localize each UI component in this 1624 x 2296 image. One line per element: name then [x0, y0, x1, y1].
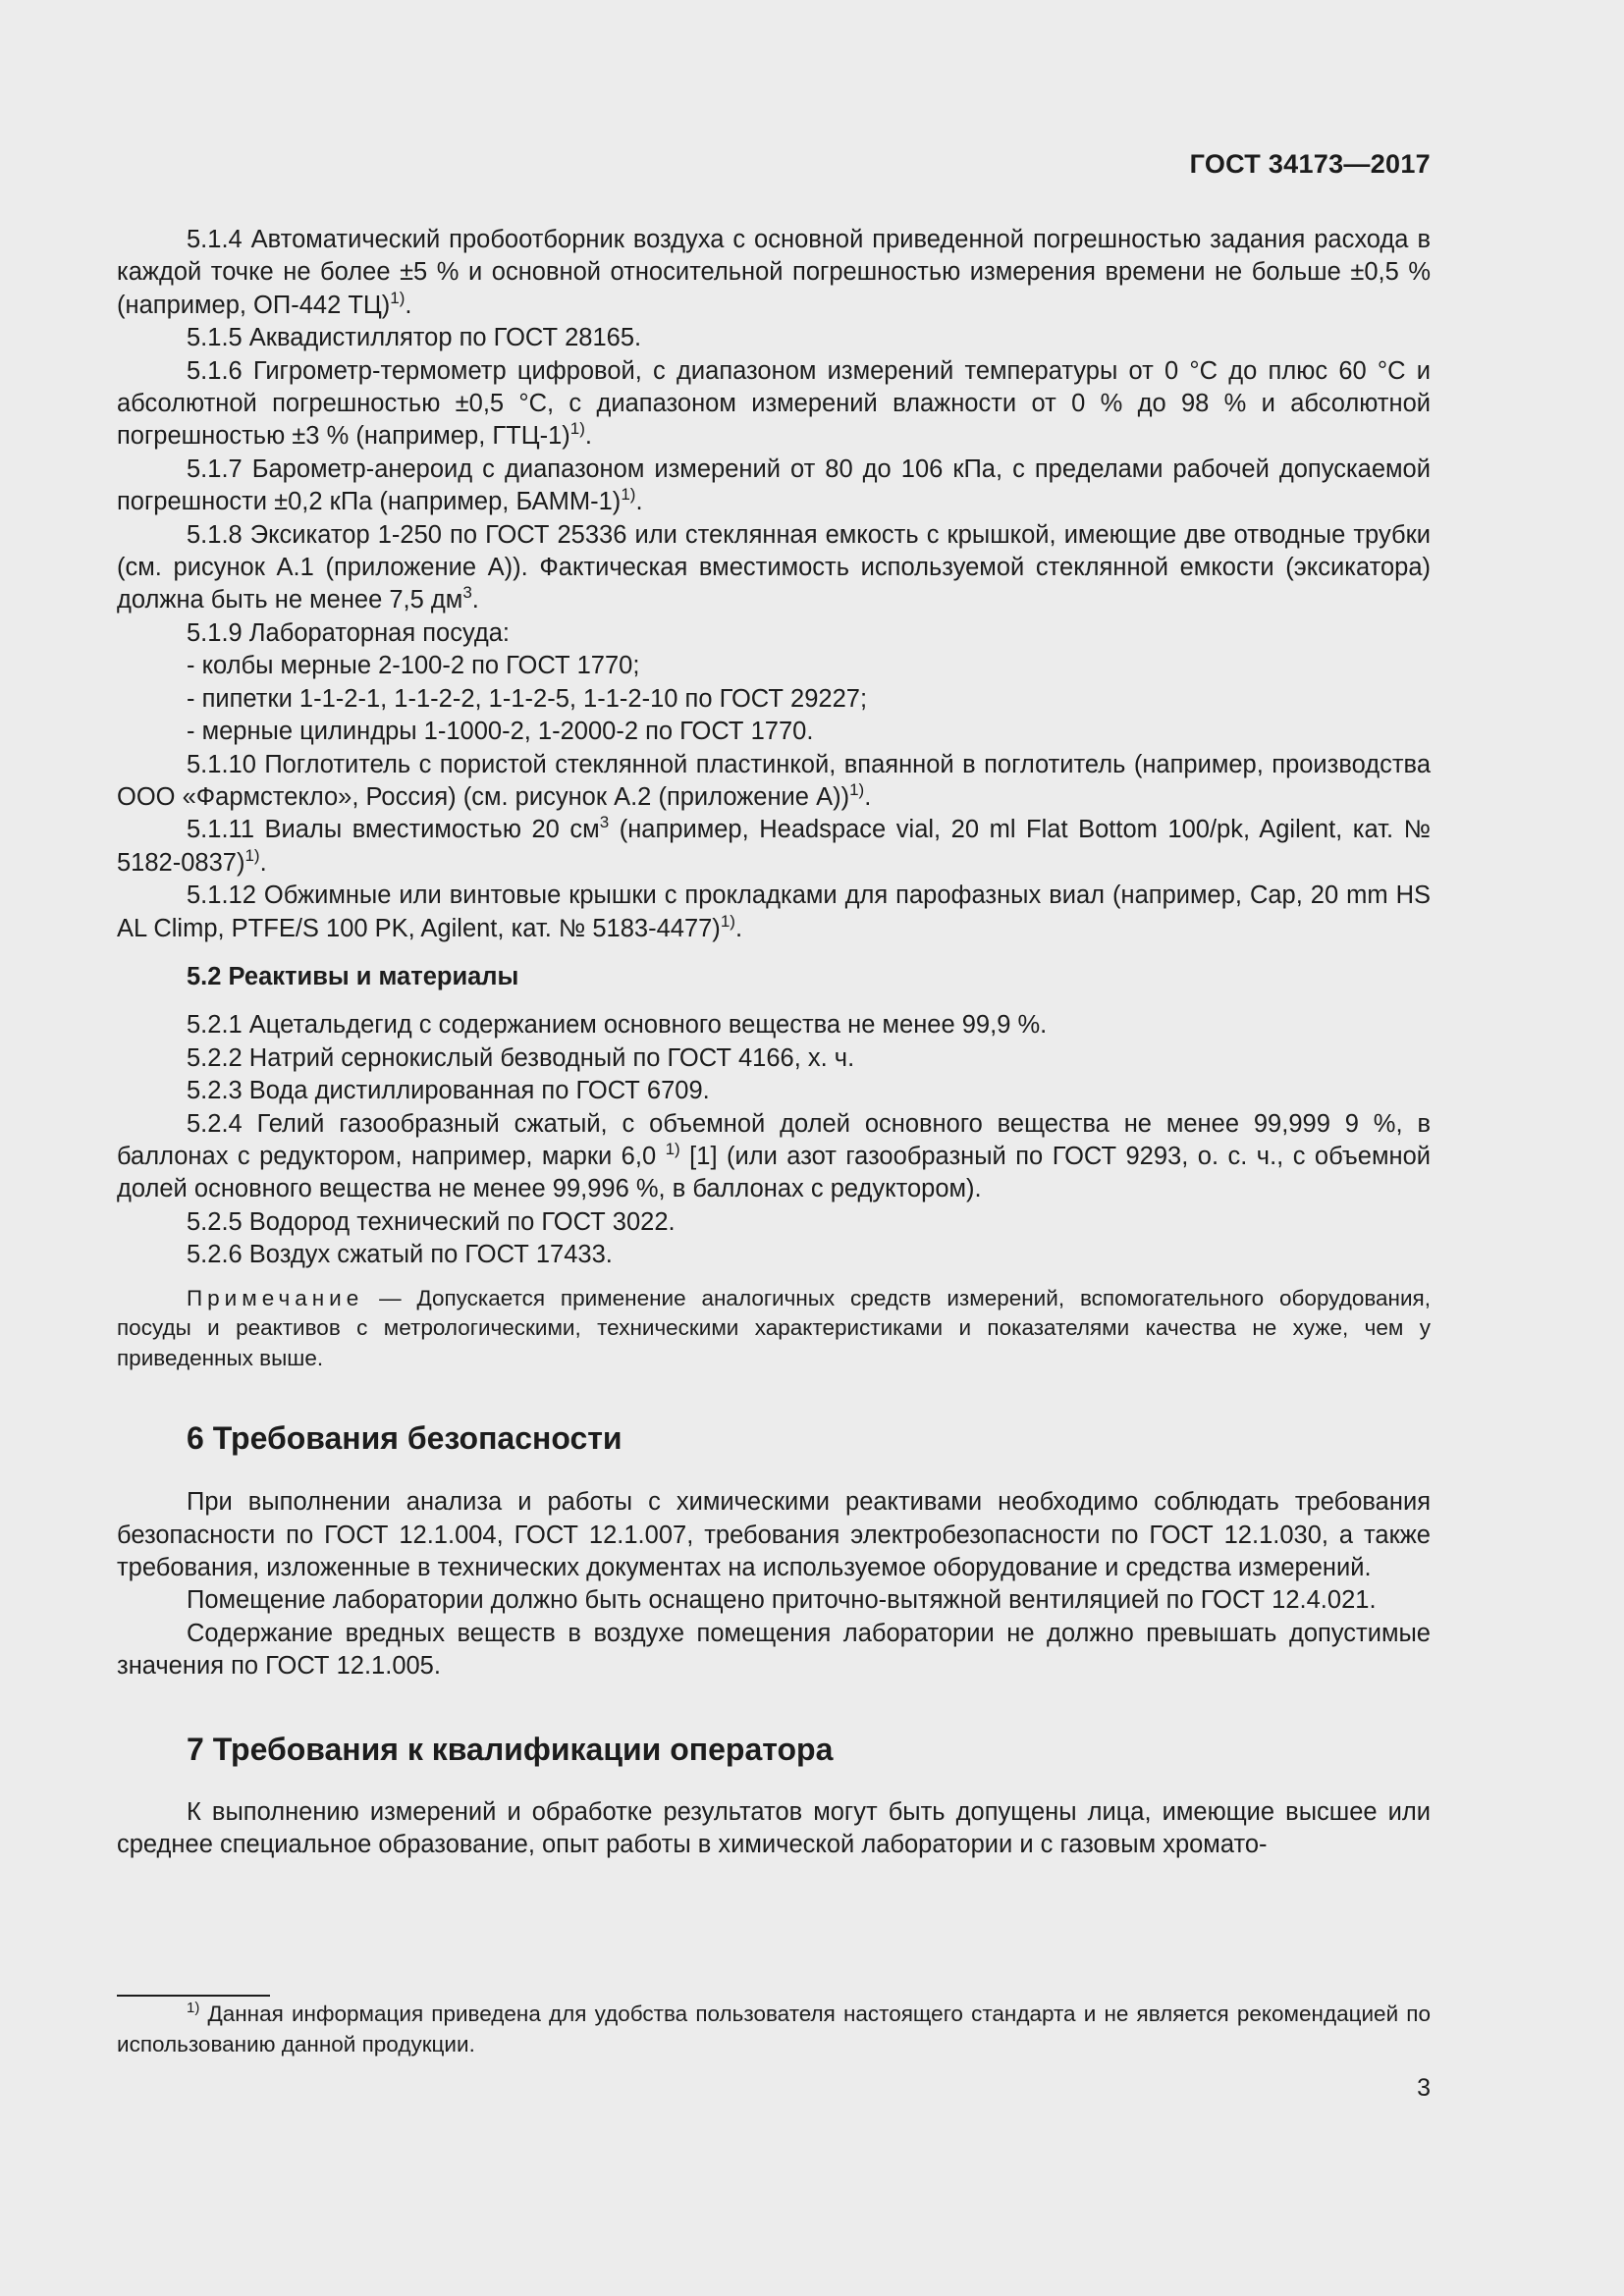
clause-paragraph	[117, 1075, 1431, 1107]
section-7-paragraph: К выполнению измерений и обработке результатов могут быть допущены лица, имеющие высшее или среднее специальное образование, опыт работы в химической лаборатории и с газовым хромато-	[117, 1797, 1431, 1858]
superscript: 1)	[569, 419, 585, 439]
section-5-2-list	[117, 1009, 1431, 1271]
note-text: — Допускается применение аналогичных средств измерений, вспомогательного оборудования, посуды и реактивов с метрологическими, техническими характеристиками и показателями качества не хуже, чем у приведенных выше.	[117, 1285, 1431, 1370]
clause-paragraph	[117, 224, 1431, 322]
clause-paragraph	[117, 814, 1431, 880]
section-5-2-heading: 5.2 Реактивы и материалы	[187, 962, 519, 990]
clause-text: - колбы мерные 2-100-2 по ГОСТ 1770;	[187, 652, 640, 680]
clause-text: .	[734, 914, 743, 942]
clause-paragraph	[117, 322, 1431, 354]
superscript: 3	[462, 583, 472, 603]
superscript: 3	[599, 813, 610, 832]
clause-paragraph	[117, 1009, 1431, 1041]
section-7-heading: 7 Требования к квалификации оператора	[187, 1731, 834, 1767]
list-item	[117, 650, 1431, 682]
section-5-1-list	[117, 224, 1431, 945]
clause-text: .	[259, 848, 267, 877]
clause-paragraph	[117, 1206, 1431, 1239]
superscript: 1)	[621, 485, 636, 505]
footnote	[117, 2000, 1431, 2059]
clause-paragraph	[117, 355, 1431, 454]
section-6-paragraph: Помещение лаборатории должно быть оснащено приточно-вытяжной вентиляцией по ГОСТ 12.4.021.	[187, 1586, 1377, 1615]
footnote-text: Данная информация приведена для удобства пользователя настоящего стандарта и не является рекомендацией по использованию данной продукции.	[117, 2002, 1431, 2056]
clause-paragraph	[117, 1042, 1431, 1075]
page-content	[117, 224, 1431, 1861]
footnote-mark: 1)	[187, 2000, 200, 2016]
clause-text: 5.1.8 Эксикатор 1-250 по ГОСТ 25336 или стеклянная емкость с крышкой, имеющие две отводные трубки (см. рисунок А.1 (приложение А)). Фактическая вместимость используемой стеклянной емкости (эксикатора) должна быть не менее 7,5 дм	[117, 520, 1431, 614]
superscript: 1)	[390, 288, 406, 307]
clause-paragraph	[117, 454, 1431, 519]
superscript: 1)	[244, 845, 260, 865]
clause-paragraph	[117, 617, 1431, 650]
clause-text: 5.1.10 Поглотитель с пористой стеклянной пластинкой, впаянной в поглотитель (например, производства ООО «Фармстекло», Россия) (см. рисунок А.2 (приложение А))	[117, 750, 1431, 811]
clause-paragraph	[117, 749, 1431, 815]
superscript: 1)	[665, 1139, 680, 1158]
clause-text: .	[405, 291, 412, 319]
list-item	[117, 716, 1431, 748]
clause-text: 5.1.6 Гигрометр-термометр цифровой, с диапазоном измерений температуры от 0 °C до плюс 60 °C и абсолютной погрешностью ±0,5 °C, с диапазоном измерений влажности от 0 % до 98 % и абсолютной погрешностью ±3 % (например, ГТЦ-1)	[117, 356, 1431, 451]
clause-text: 5.1.11 Виалы вместимостью 20 см	[187, 816, 600, 844]
section-6-heading: 6 Требования безопасности	[187, 1420, 623, 1457]
clause-text: 5.2.3 Вода дистиллированная по ГОСТ 6709.	[187, 1077, 710, 1105]
section-6-paragraph: При выполнении анализа и работы с химическими реактивами необходимо соблюдать требования безопасности по ГОСТ 12.1.004, ГОСТ 12.1.007, требования электробезопасности по ГОСТ 12.1.030, а также требования, изложенные в технических документах на используемое оборудование и средства измерений.	[117, 1488, 1431, 1581]
clause-text: 5.1.5 Аквадистиллятор по ГОСТ 28165.	[187, 324, 642, 352]
list-item	[117, 683, 1431, 716]
clause-text: .	[584, 422, 593, 451]
clause-text: .	[471, 586, 479, 614]
clause-text: 5.2.5 Водород технический по ГОСТ 3022.	[187, 1207, 676, 1236]
clause-text: 5.2.1 Ацетальдегид с содержанием основного вещества не менее 99,9 %.	[187, 1011, 1048, 1040]
clause-text: 5.1.12 Обжимные или винтовые крышки с прокладками для парофазных виал (например, Cap, 20 mm HS AL Climp, PTFE/S 100 PK, Agilent, кат. № 5183-4477)	[117, 881, 1431, 942]
clause-paragraph	[117, 1108, 1431, 1206]
clause-text: (например, Headspace vial, 20 ml Flat Bottom 100/pk, Agilent, кат. № 5182-0837)	[117, 816, 1431, 877]
document-header: ГОСТ 34173—2017	[1189, 149, 1431, 179]
superscript: 1)	[720, 911, 735, 931]
clause-paragraph	[117, 880, 1431, 945]
clause-paragraph	[117, 1239, 1431, 1271]
clause-paragraph	[117, 519, 1431, 617]
clause-text: 5.2.6 Воздух сжатый по ГОСТ 17433.	[187, 1241, 613, 1269]
superscript: 1)	[849, 779, 865, 799]
clause-text: 5.2.4 Гелий газообразный сжатый, с объемной долей основного вещества не менее 99,999 9 %, в баллонах с редуктором, например, марки 6,0	[117, 1109, 1431, 1170]
footnote-divider	[117, 1995, 270, 1997]
clause-text: 5.1.9 Лабораторная посуда:	[187, 618, 511, 647]
note-paragraph	[117, 1284, 1431, 1374]
clause-text: .	[864, 782, 872, 811]
clause-text: 5.1.7 Барометр-анероид с диапазоном измерений от 80 до 106 кПа, с пределами рабочей допускаемой погрешности ±0,2 кПа (например, БАММ-1)	[117, 454, 1431, 516]
clause-text: - мерные цилиндры 1-1000-2, 1-2000-2 по ГОСТ 1770.	[187, 718, 814, 746]
clause-text: [1] (или азот газообразный по ГОСТ 9293, о. с. ч., с объемной долей основного вещества не менее 99,996 %, в баллонах с редуктором).	[117, 1142, 1432, 1203]
clause-text: .	[635, 488, 643, 516]
clause-text: - пипетки 1-1-2-1, 1-1-2-2, 1-1-2-5, 1-1-2-10 по ГОСТ 29227;	[187, 684, 868, 713]
note-label: Примечание	[187, 1285, 364, 1310]
clause-text: 5.2.2 Натрий сернокислый безводный по ГОСТ 4166, х. ч.	[187, 1043, 855, 1072]
section-6-paragraph: Содержание вредных веществ в воздухе помещения лаборатории не должно превышать допустимые значения по ГОСТ 12.1.005.	[117, 1619, 1431, 1681]
page-number: 3	[1417, 2074, 1431, 2102]
clause-text: 5.1.4 Автоматический пробоотборник воздуха с основной приведенной погрешностью задания расхода в каждой точке не более ±5 % и основной относительной погрешностью измерения времени не больше ±0,5 % (например, ОП-442 ТЦ)	[117, 226, 1431, 319]
